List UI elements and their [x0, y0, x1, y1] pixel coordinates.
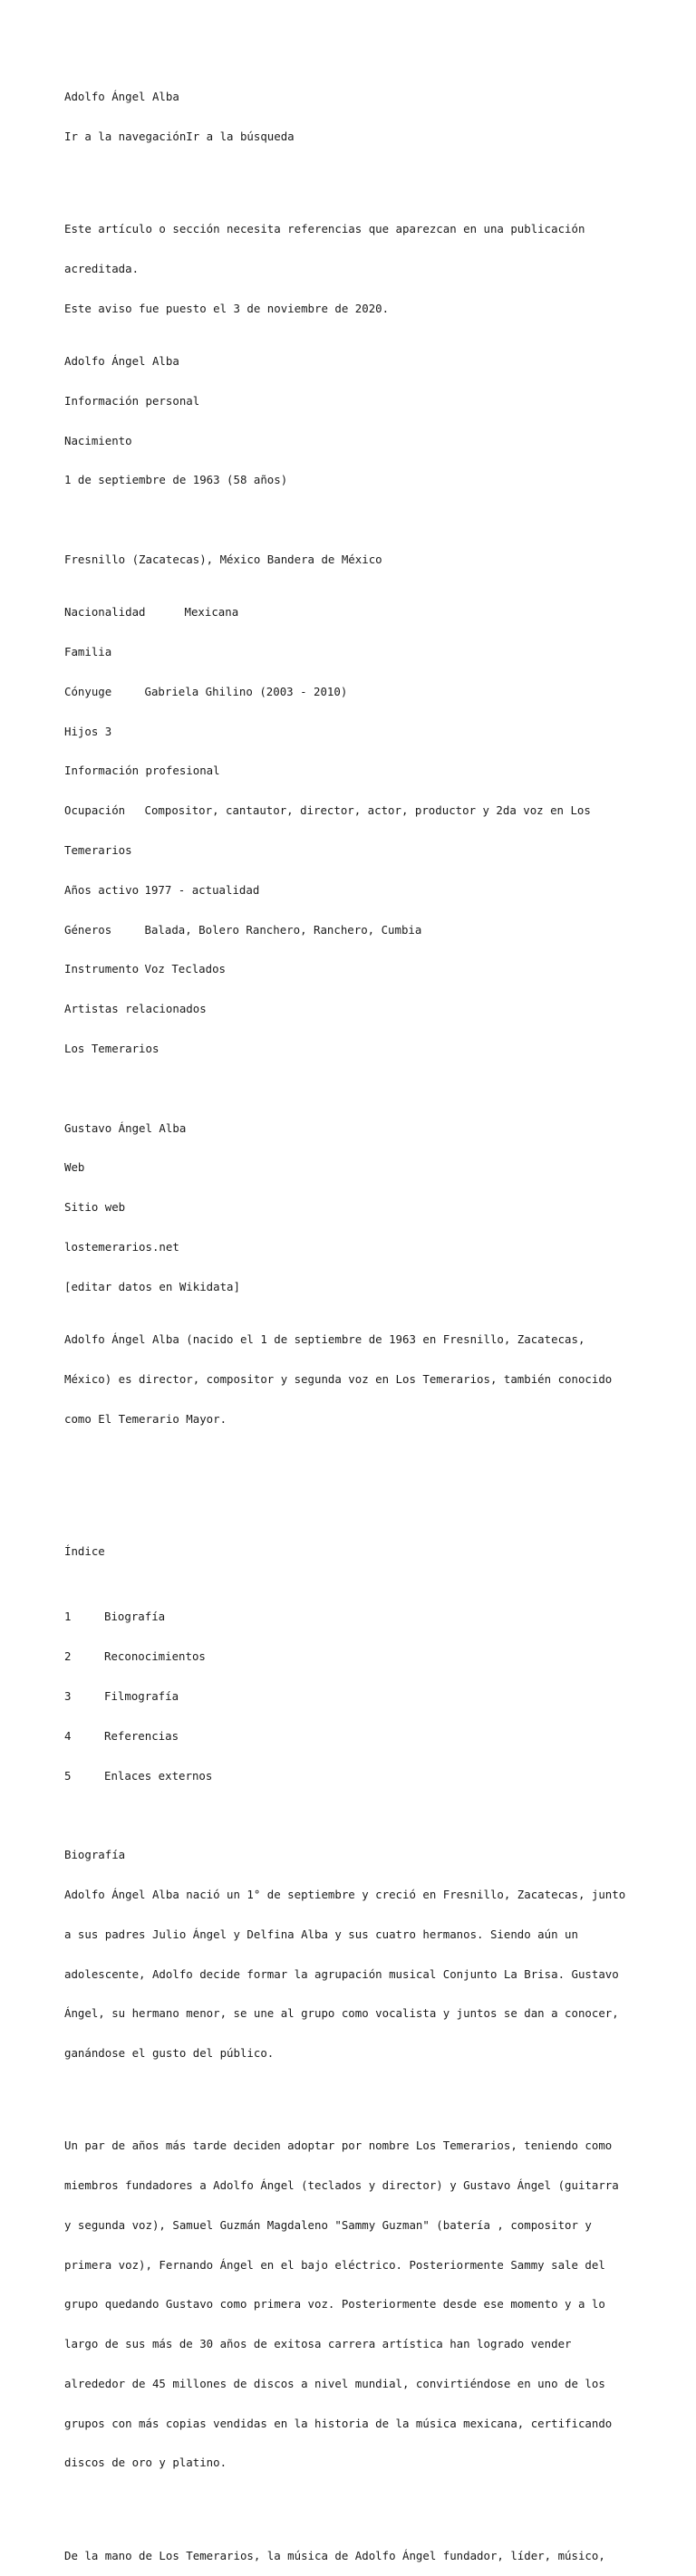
infobox-family-header: Familia: [64, 645, 112, 659]
toc-item-label[interactable]: Referencias: [104, 1728, 179, 1743]
bio-paragraph-1-line: a sus padres Julio Ángel y Delfina Alba y sus cuatro hermanos. Siendo aún un: [64, 1927, 578, 1941]
toc-item[interactable]: [64, 1650, 644, 1664]
occupation-value[interactable]: Compositor, cantautor, director, actor, productor y 2da voz en Los: [144, 803, 591, 818]
spouse-value[interactable]: Gabriela Ghilino (2003 - 2010): [144, 684, 348, 698]
bio-paragraph-2-line: Un par de años más tarde deciden adoptar por nombre Los Temerarios, teniendo como: [64, 2139, 613, 2153]
bio-paragraph-1-line: Adolfo Ángel Alba nació un 1° de septiembre y creció en Fresnillo, Zacatecas, junto: [64, 1887, 626, 1901]
genres-label: Géneros: [64, 922, 112, 937]
table-of-contents: [64, 1584, 644, 1809]
bio-paragraph-2-line: primera voz), Fernando Ángel en el bajo eléctrico. Posteriormente Sammy sale del: [64, 2257, 605, 2272]
toc-item[interactable]: [64, 1610, 644, 1624]
toc-item-number: 4: [64, 1728, 72, 1743]
spacer: [64, 1492, 644, 1505]
toc-header: Índice: [64, 1543, 105, 1558]
toc-item-label[interactable]: Reconocimientos: [104, 1649, 206, 1664]
website-link[interactable]: lostemerarios.net: [64, 1239, 179, 1254]
website-label: Sitio web: [64, 1200, 126, 1215]
bio-paragraph-2-line: largo de sus más de 30 años de exitosa carrera artística han logrado vender: [64, 2337, 572, 2351]
infobox-children: Hijos 3: [64, 724, 112, 738]
bio-paragraph-2-line: discos de oro y platino.: [64, 2456, 227, 2470]
bio-paragraph-1-line: adolescente, Adolfo decide formar la agrupación musical Conjunto La Brisa. Gustavo: [64, 1966, 619, 1981]
toc-item-number: 1: [64, 1610, 72, 1624]
intro-line: como El Temerario Mayor.: [64, 1411, 227, 1426]
occupation-value-continued[interactable]: Temerarios: [64, 843, 132, 858]
infobox-active-row: [64, 884, 644, 898]
page-title: Adolfo Ángel Alba: [64, 90, 179, 104]
toc-item-label[interactable]: Filmografía: [104, 1689, 179, 1704]
notice-date: Este aviso fue puesto el 3 de noviembre de 2020.: [64, 301, 390, 315]
bio-paragraph-2-line: y segunda voz), Samuel Guzmán Magdaleno "Sammy Guzman" (batería , compositor y: [64, 2217, 592, 2232]
active-value: 1977 - actualidad: [144, 882, 260, 897]
infobox-personal-header: Información personal: [64, 393, 200, 408]
nationality-value: Mexicana: [184, 605, 239, 620]
infobox-web-header: Web: [64, 1160, 85, 1175]
bio-paragraph-2-line: alrededor de 45 millones de discos a nivel mundial, convirtiéndose en uno de los: [64, 2376, 605, 2390]
toc-item-number: 3: [64, 1689, 72, 1704]
notice-line-2: acreditada.: [64, 261, 140, 275]
document-body: [64, 64, 644, 2576]
intro-line: México) es director, compositor y segunda voz en Los Temerarios, también conocido: [64, 1371, 613, 1386]
bio-paragraph-2-line: grupos con más copias vendidas en la historia de la música mexicana, certificando: [64, 2416, 613, 2430]
skip-navigation-links[interactable]: Ir a la navegaciónIr a la búsqueda: [64, 129, 295, 143]
infobox-birth-label: Nacimiento: [64, 433, 132, 447]
infobox-birth-place[interactable]: Fresnillo (Zacatecas), México Bandera de México: [64, 552, 382, 566]
spacer: [64, 514, 644, 527]
bio-paragraph-3-line: De la mano de Los Temerarios, la música de Adolfo Ángel fundador, líder, músico,: [64, 2548, 605, 2562]
infobox-nationality-row: [64, 606, 644, 620]
infobox-genres-row: [64, 924, 644, 937]
section-heading-biografia: Biografía: [64, 1848, 126, 1862]
toc-item-label[interactable]: Biografía: [104, 1610, 166, 1624]
infobox-name: Adolfo Ángel Alba: [64, 354, 179, 369]
infobox-professional-header: Información profesional: [64, 764, 220, 778]
genres-value[interactable]: Balada, Bolero Ranchero, Ranchero, Cumbia: [144, 922, 422, 937]
spacer: [64, 1452, 644, 1466]
edit-wikidata-link[interactable]: [editar datos en Wikidata]: [64, 1279, 240, 1293]
spacer: [64, 2087, 644, 2100]
active-label: Años activo: [64, 882, 140, 897]
infobox-occupation-row: [64, 804, 644, 818]
spacer: [64, 2496, 644, 2510]
instrument-label: Instrumento: [64, 962, 140, 976]
toc-item-label[interactable]: Enlaces externos: [104, 1768, 213, 1783]
toc-item-number: 2: [64, 1649, 72, 1664]
nationality-label: Nacionalidad: [64, 605, 146, 620]
toc-item[interactable]: [64, 1730, 644, 1744]
intro-line: Adolfo Ángel Alba (nacido el 1 de septiembre de 1963 en Fresnillo, Zacatecas,: [64, 1332, 585, 1346]
instrument-value[interactable]: Voz Teclados: [144, 962, 227, 976]
occupation-label: Ocupación: [64, 803, 126, 818]
bio-paragraph-2-line: grupo quedando Gustavo como primera voz. Posteriormente desde ese momento y a lo: [64, 2297, 605, 2312]
bio-paragraph-2-line: miembros fundadores a Adolfo Ángel (teclados y director) y Gustavo Ángel (guitarra: [64, 2178, 619, 2192]
infobox-related-header: Artistas relacionados: [64, 1002, 207, 1016]
notice-line-1: Este artículo o sección necesita referencias que aparezcan en una publicación: [64, 222, 585, 236]
infobox-birth-date: 1 de septiembre de 1963 (58 años): [64, 473, 288, 487]
bio-paragraph-1-line: Ángel, su hermano menor, se une al grupo como vocalista y juntos se dan a conocer,: [64, 2006, 619, 2021]
toc-item-number: 5: [64, 1768, 72, 1783]
spouse-label: Cónyuge: [64, 684, 112, 698]
related-artist-link[interactable]: Los Temerarios: [64, 1041, 160, 1055]
bio-paragraph-1-line: ganándose el gusto del público.: [64, 2046, 275, 2061]
toc-item[interactable]: [64, 1690, 644, 1704]
spacer: [64, 1082, 644, 1096]
infobox-spouse-row: [64, 686, 644, 699]
related-artist-link[interactable]: Gustavo Ángel Alba: [64, 1120, 187, 1135]
infobox-instrument-row: [64, 963, 644, 976]
spacer: [64, 170, 644, 184]
toc-item[interactable]: [64, 1770, 644, 1783]
